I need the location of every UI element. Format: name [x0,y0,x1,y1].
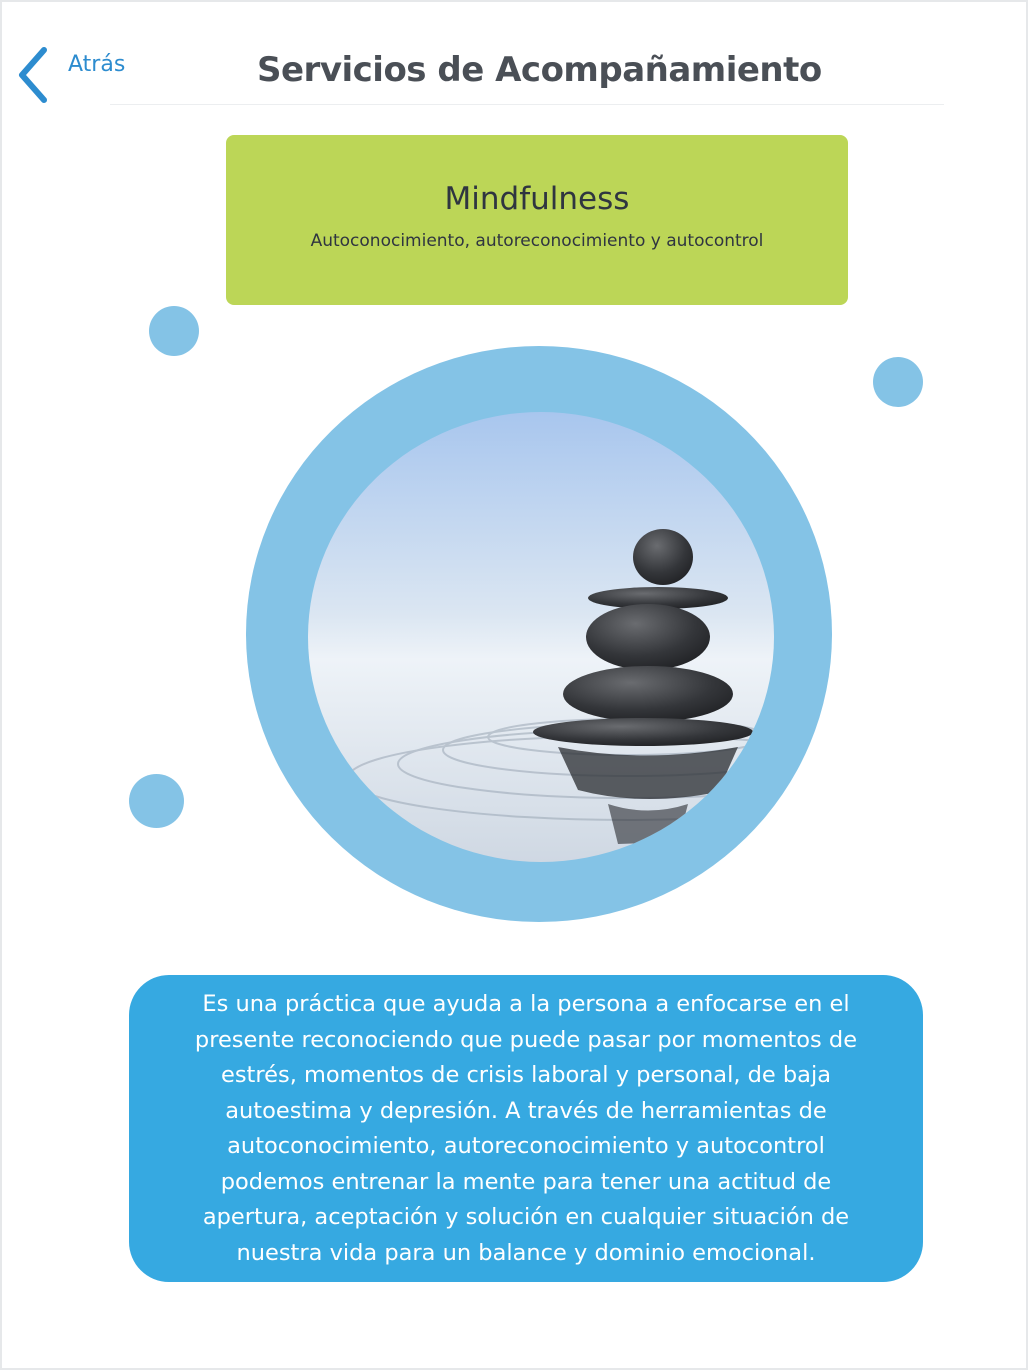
service-title: Mindfulness [444,181,630,217]
decorative-dot [149,306,199,356]
back-label[interactable]: Atrás [68,51,126,77]
service-description [129,975,923,1282]
decorative-dot [873,357,923,407]
page-title: Servicios de Acompañamiento [257,50,822,90]
header-divider [110,104,944,105]
back-button[interactable] [16,46,125,104]
service-card [226,135,848,305]
description-text: Es una práctica que ayuda a la persona a enfocarse en el presente reconociendo que puede pasar por momentos de estrés, momentos de crisis laboral y personal, de baja autoestima y depresión. A través de herramientas de autoconocimiento, autoreconocimiento y autocontrol podemos entrenar la mente para tener una actitud de apertura, aceptación y solución en cualquier situación de nuestra vida para un balance y dominio emocional. [194,991,858,1266]
chevron-left-icon [16,46,50,104]
service-subtitle: Autoconocimiento, autoreconocimiento y autocontrol [310,231,764,251]
stacked-stones-water-photo [308,412,774,862]
decorative-dot [129,774,184,828]
